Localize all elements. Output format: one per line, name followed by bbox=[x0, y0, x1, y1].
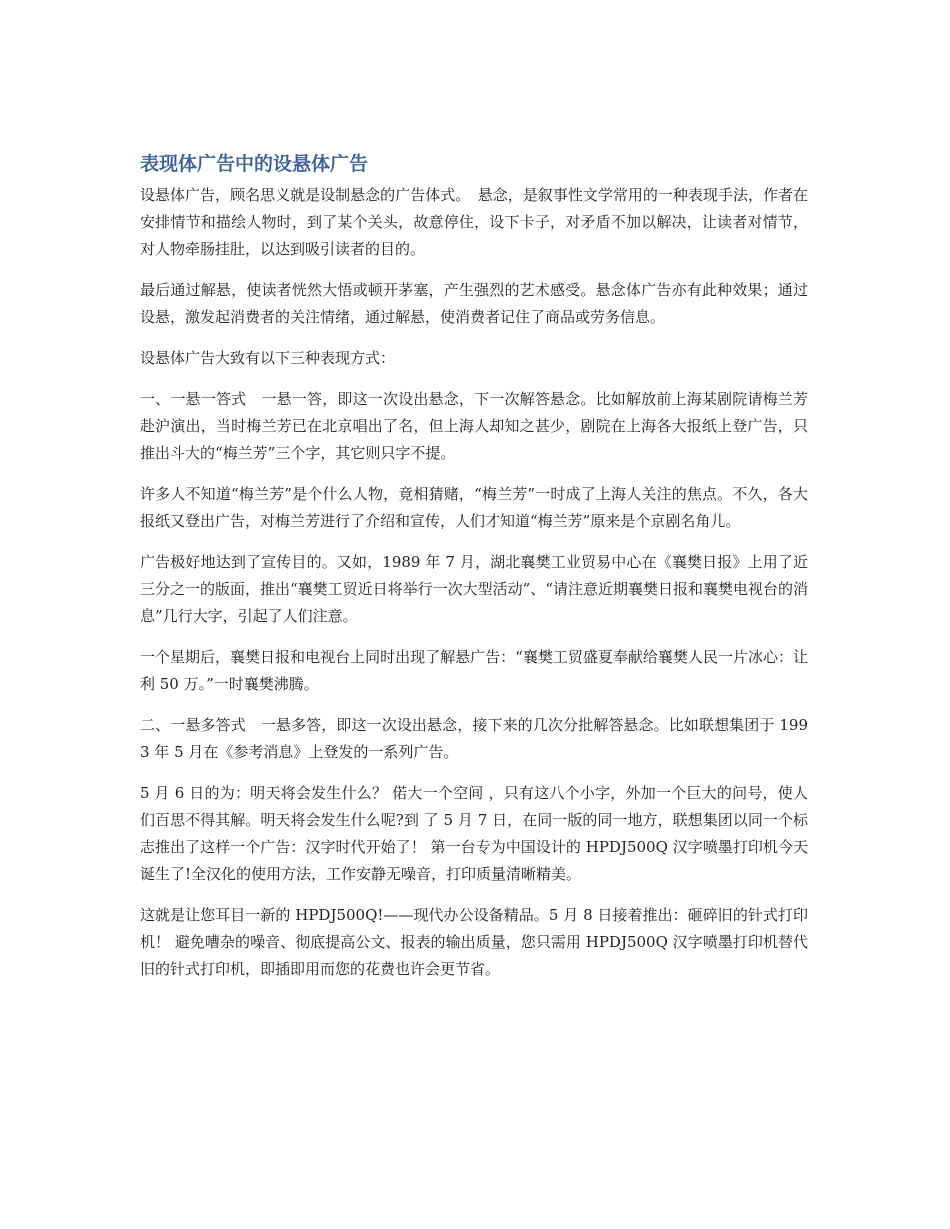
paragraph-2: 最后通过解悬，使读者恍然大悟或顿开茅塞，产生强烈的艺术感受。悬念体广告亦有此种效果；通过设悬，激发起消费者的关注情绪，通过解悬，使消费者记住了商品或劳务信息。 bbox=[140, 281, 808, 326]
paragraph-9: 5 月 6 日的为：明天将会发生什么？ 偌大一个空间 ，只有这八个小字，外加一个巨大的问号，使人们百思不得其解。明天将会发生什么呢?到 了 5 月 7 日，在同一版的同一地方，联想集团以同一个标志推出了这样一个广告：汉字时代开始了！ 第一台专为中国设计的 HPDJ500Q 汉字喷墨打印机今天诞生了!全汉化的使用方法，工作安静无噪音，打印质量清晰精美。 bbox=[140, 784, 808, 883]
paragraph-5: 许多人不知道“梅兰芳”是个什么人物，竟相猜赌，“梅兰芳”一时成了上海人关注的焦点。不久，各大报纸又登出广告，对梅兰芳进行了介绍和宣传，人们才知道“梅兰芳”原来是个京剧名角儿。 bbox=[140, 485, 808, 530]
page-title: 表现体广告中的设悬体广告 bbox=[140, 153, 369, 175]
document-page bbox=[140, 150, 808, 997]
paragraph-8: 二、一悬多答式 一悬多答，即这一次设出悬念，接下来的几次分批解答悬念。比如联想集团于 1993 年 5 月在《参考消息》上登发的一系列广告。 bbox=[140, 716, 808, 761]
paragraph-10: 这就是让您耳目一新的 HPDJ500Q!——现代办公设备精品。5 月 8 日接着推出：砸碎旧的针式打印机！ 避免嘈杂的噪音、彻底提高公文、报表的输出质量，您只需用 HPDJ500Q 汉字喷墨打印机替代旧的针式打印机，即插即用而您的花费也许会更节省。 bbox=[140, 906, 808, 978]
paragraph-1: 设悬体广告，顾名思义就是设制悬念的广告体式。 悬念，是叙事性文学常用的一种表现手法，作者在安排情节和描绘人物时，到了某个关头，故意停住，设下卡子，对矛盾不加以解决，让读者对情节，对人物牵肠挂肚，以达到吸引读者的目的。 bbox=[140, 186, 808, 258]
paragraph-3: 设悬体广告大致有以下三种表现方式： bbox=[140, 349, 396, 367]
paragraph-4: 一、一悬一答式 一悬一答，即这一次设出悬念，下一次解答悬念。比如解放前上海某剧院请梅兰芳赴沪演出，当时梅兰芳已在北京唱出了名，但上海人却知之甚少，剧院在上海各大报纸上登广告，只推出斗大的“梅兰芳”三个字，其它则只字不提。 bbox=[140, 390, 808, 462]
paragraph-7: 一个星期后，襄樊日报和电视台上同时出现了解悬广告：“襄樊工贸盛夏奉献给襄樊人民一片冰心：让利 50 万。”一时襄樊沸腾。 bbox=[140, 648, 808, 693]
paragraph-6: 广告极好地达到了宣传目的。又如，1989 年 7 月，湖北襄樊工业贸易中心在《襄樊日报》上用了近三分之一的版面，推出“襄樊工贸近日将举行一次大型活动”、“请注意近期襄樊日报和襄樊电视台的消息”几行大字，引起了人们注意。 bbox=[140, 553, 809, 625]
